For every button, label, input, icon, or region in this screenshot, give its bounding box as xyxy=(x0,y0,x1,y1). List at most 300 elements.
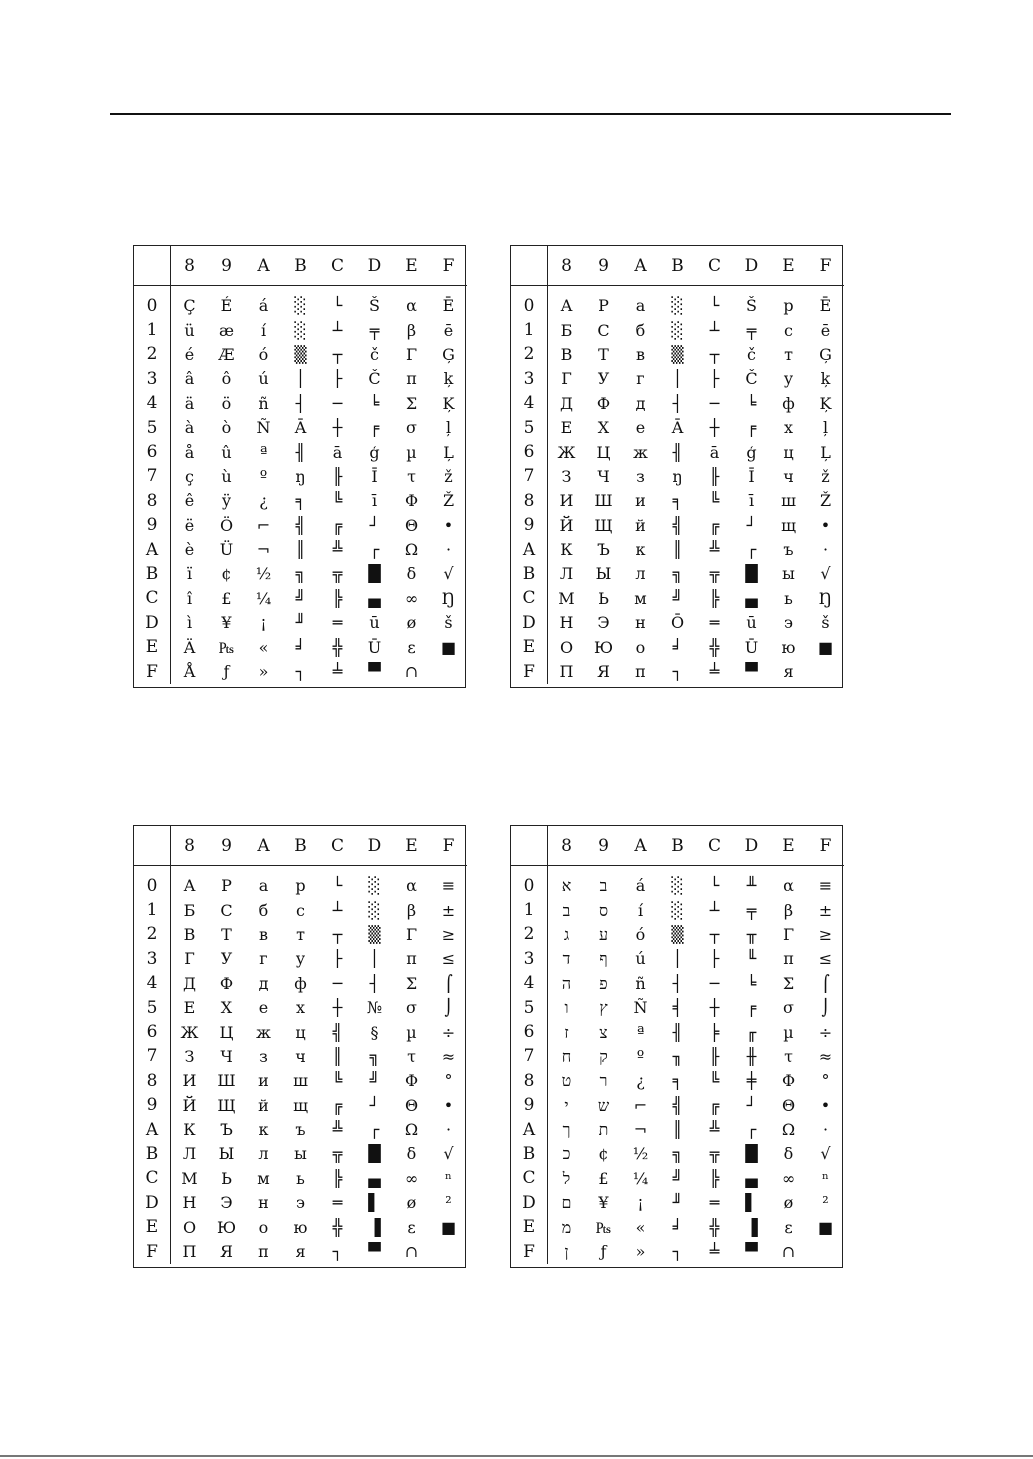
glyph-cell: ī xyxy=(371,491,378,511)
glyph-cell: ╥ xyxy=(746,924,757,944)
glyph-cell: И xyxy=(182,1071,197,1091)
glyph-cell: ─ xyxy=(709,393,720,413)
glyph-cell: δ xyxy=(406,564,417,584)
glyph-cell: ó xyxy=(258,344,269,364)
glyph-cell: ╒ xyxy=(746,418,757,438)
glyph-cell: ╕ xyxy=(672,1071,683,1091)
glyph-cell: ¬ xyxy=(633,1120,648,1140)
column-header: C xyxy=(696,826,733,866)
glyph-cell: ░ xyxy=(671,296,684,316)
glyph-cell: ק xyxy=(599,1046,608,1066)
glyph-cell: а xyxy=(258,876,269,896)
glyph-cell: ║ xyxy=(672,1120,683,1140)
column-header: B xyxy=(659,246,696,286)
column-header: E xyxy=(770,246,807,286)
glyph-cell: ▄ xyxy=(745,588,758,608)
row-header: 1 xyxy=(134,318,171,342)
glyph-cell: г xyxy=(259,949,268,969)
glyph-cell: ╩ xyxy=(332,1120,343,1140)
glyph-cell: ┴ xyxy=(709,900,720,920)
row-header: C xyxy=(134,587,171,611)
glyph-cell: ▀ xyxy=(368,1242,381,1262)
glyph-cell: ē xyxy=(443,320,454,340)
glyph-cell: Ģ xyxy=(819,344,832,364)
glyph-cell: ╟ xyxy=(709,466,720,486)
glyph-cell: ╝ xyxy=(672,588,683,608)
glyph-cell: Ы xyxy=(595,564,612,584)
glyph-cell: ┬ xyxy=(709,924,720,944)
glyph-cell: ∩ xyxy=(404,1242,419,1262)
glyph-cell: ū xyxy=(746,613,757,633)
glyph-cell: é xyxy=(184,344,195,364)
glyph-cell: Ь xyxy=(598,588,609,608)
glyph-cell: Σ xyxy=(405,393,418,413)
glyph-cell: ¼ xyxy=(632,1168,649,1188)
glyph-cell: ₧ xyxy=(218,637,235,657)
glyph-cell: н xyxy=(635,613,646,633)
glyph-cell: ╛ xyxy=(672,1217,683,1237)
glyph-cell: å xyxy=(184,442,195,462)
row-header: 3 xyxy=(134,367,171,391)
glyph-cell: ╒ xyxy=(369,418,380,438)
row-header: 8 xyxy=(134,1069,171,1093)
row-header: A xyxy=(511,538,548,562)
glyph-cell: ╠ xyxy=(332,1168,343,1188)
glyph-cell: ▄ xyxy=(745,1168,758,1188)
glyph-cell: ⌡ xyxy=(444,998,453,1018)
glyph-cell: ╚ xyxy=(332,1071,343,1091)
spacer xyxy=(282,286,319,294)
glyph-cell: Я xyxy=(597,662,610,682)
column-header: A xyxy=(245,246,282,286)
spacer xyxy=(430,866,467,874)
row-header: F xyxy=(511,1240,548,1264)
glyph-cell: ∩ xyxy=(404,662,419,682)
glyph-cell: ├ xyxy=(332,949,343,969)
glyph-cell: Ñ xyxy=(256,418,271,438)
glyph-cell: ļ xyxy=(822,418,829,438)
glyph-cell: Ж xyxy=(557,442,576,462)
row-header: F xyxy=(134,660,171,684)
glyph-cell: ь xyxy=(784,588,793,608)
row-header: 2 xyxy=(511,343,548,367)
column-header: F xyxy=(430,826,467,866)
spacer xyxy=(622,866,659,874)
glyph-cell: ג xyxy=(563,924,570,944)
glyph-cell: » xyxy=(635,1242,646,1262)
glyph-cell: Ö xyxy=(219,515,234,535)
glyph-cell: ж xyxy=(633,442,648,462)
glyph-cell: ÷ xyxy=(441,1022,456,1042)
glyph-cell: ╔ xyxy=(709,1095,720,1115)
glyph-cell: á xyxy=(635,876,646,896)
glyph-cell: ∩ xyxy=(781,1242,796,1262)
glyph-cell: ■ xyxy=(440,1217,457,1237)
glyph-cell: р xyxy=(295,876,306,896)
glyph-cell: П xyxy=(559,662,574,682)
glyph-cell: Л xyxy=(182,1144,197,1164)
glyph-cell: ъ xyxy=(295,1120,306,1140)
glyph-cell: ╣ xyxy=(295,515,306,535)
glyph-cell: ╚ xyxy=(709,491,720,511)
glyph-cell xyxy=(807,660,844,684)
spacer xyxy=(585,286,622,294)
glyph-cell: Ū xyxy=(367,637,382,657)
glyph-cell: ╢ xyxy=(672,442,683,462)
glyph-cell: β xyxy=(406,900,417,920)
glyph-cell: Ш xyxy=(594,491,613,511)
glyph-cell: ö xyxy=(221,393,232,413)
glyph-cell: Ç xyxy=(183,296,196,316)
glyph-cell: ╤ xyxy=(369,320,380,340)
spacer xyxy=(585,866,622,874)
glyph-cell: Р xyxy=(221,876,232,896)
column-header: D xyxy=(356,246,393,286)
row-header: 5 xyxy=(511,416,548,440)
glyph-cell: ─ xyxy=(332,393,343,413)
glyph-cell: · xyxy=(822,1120,829,1140)
glyph-cell: ⌐ xyxy=(633,1095,648,1115)
glyph-cell: Γ xyxy=(405,344,418,364)
glyph-cell: µ xyxy=(783,1022,794,1042)
glyph-cell: л xyxy=(258,1144,269,1164)
column-header: D xyxy=(733,826,770,866)
glyph-cell: № xyxy=(366,998,383,1018)
glyph-cell: п xyxy=(258,1242,269,1262)
glyph-cell: ╪ xyxy=(746,1071,757,1091)
row-header: 9 xyxy=(134,514,171,538)
glyph-cell: ב xyxy=(599,876,608,896)
glyph-cell: æ xyxy=(218,320,235,340)
glyph-cell: З xyxy=(561,466,572,486)
glyph-cell: • xyxy=(820,515,831,535)
glyph-cell: █ xyxy=(745,1144,758,1164)
row-header: 4 xyxy=(134,392,171,416)
glyph-cell: ф xyxy=(294,973,307,993)
spacer xyxy=(511,866,548,874)
glyph-cell: ø xyxy=(406,1193,417,1213)
glyph-cell: ┌ xyxy=(746,1120,757,1140)
row-header: 1 xyxy=(134,898,171,922)
glyph-cell: ╗ xyxy=(369,1046,380,1066)
glyph-cell: ╔ xyxy=(709,515,720,535)
spacer xyxy=(548,866,585,874)
glyph-cell: כ xyxy=(562,1144,571,1164)
glyph-cell: ╣ xyxy=(672,515,683,535)
glyph-cell: ⌠ xyxy=(444,973,453,993)
glyph-cell: Ä xyxy=(183,637,196,657)
glyph-cell: ú xyxy=(635,949,646,969)
glyph-cell: Ļ xyxy=(443,442,454,462)
glyph-cell: в xyxy=(258,924,268,944)
glyph-cell: ² xyxy=(445,1193,452,1213)
spacer xyxy=(356,866,393,874)
glyph-cell: ▀ xyxy=(745,1242,758,1262)
glyph-cell: ª xyxy=(259,442,268,462)
glyph-cell: ╝ xyxy=(672,1168,683,1188)
glyph-cell: ┤ xyxy=(369,973,380,993)
glyph-cell: о xyxy=(635,637,646,657)
row-header: C xyxy=(511,1167,548,1191)
row-header: E xyxy=(134,635,171,659)
glyph-cell: ל xyxy=(562,1168,571,1188)
glyph-cell: Ā xyxy=(294,418,307,438)
glyph-cell: τ xyxy=(407,1046,416,1066)
glyph-cell: к xyxy=(635,540,646,560)
row-header: A xyxy=(134,538,171,562)
glyph-cell: я xyxy=(783,662,794,682)
glyph-cell: √ xyxy=(820,1144,831,1164)
glyph-cell: ╧ xyxy=(332,662,343,682)
glyph-cell: ╬ xyxy=(709,637,720,657)
glyph-cell: ¡ xyxy=(260,613,267,633)
glyph-cell: х xyxy=(783,418,794,438)
glyph-cell: у xyxy=(783,369,794,389)
glyph-cell: Φ xyxy=(404,491,419,511)
glyph-cell: č xyxy=(747,344,756,364)
column-header: D xyxy=(356,826,393,866)
glyph-cell: √ xyxy=(443,564,454,584)
glyph-cell: ≈ xyxy=(818,1046,833,1066)
spacer xyxy=(208,286,245,294)
row-header: 5 xyxy=(511,996,548,1020)
glyph-cell: Ф xyxy=(219,973,234,993)
glyph-cell: µ xyxy=(406,442,417,462)
glyph-cell: б xyxy=(258,900,269,920)
glyph-cell: ╧ xyxy=(709,1242,720,1262)
glyph-cell: Æ xyxy=(218,344,235,364)
top-rule xyxy=(110,113,951,115)
glyph-cell: ī xyxy=(748,491,755,511)
glyph-cell: ø xyxy=(406,613,417,633)
glyph-cell: ╡ xyxy=(672,998,683,1018)
glyph-cell: ƒ xyxy=(600,1242,607,1262)
glyph-cell: º xyxy=(259,466,268,486)
glyph-cell: В xyxy=(183,924,196,944)
row-header: A xyxy=(134,1118,171,1142)
glyph-cell: Д xyxy=(559,393,573,413)
glyph-cell: ⁿ xyxy=(445,1168,452,1188)
row-header: D xyxy=(134,611,171,635)
glyph-cell: ╚ xyxy=(332,491,343,511)
glyph-cell: τ xyxy=(407,466,416,486)
glyph-cell: д xyxy=(258,973,269,993)
glyph-cell: ░ xyxy=(671,320,684,340)
row-header: 6 xyxy=(511,1020,548,1044)
glyph-cell: ╦ xyxy=(332,564,343,584)
column-header: 8 xyxy=(548,826,585,866)
corner-cell xyxy=(134,246,171,286)
glyph-cell: ╔ xyxy=(332,515,343,535)
glyph-cell: и xyxy=(635,491,646,511)
glyph-cell: л xyxy=(635,564,646,584)
glyph-cell: ╠ xyxy=(709,588,720,608)
glyph-cell: ¬ xyxy=(256,540,271,560)
glyph-cell: σ xyxy=(783,998,794,1018)
glyph-cell: ב xyxy=(562,900,571,920)
row-header: D xyxy=(511,611,548,635)
glyph-cell: я xyxy=(295,1242,306,1262)
glyph-cell: ы xyxy=(782,564,795,584)
glyph-cell: ò xyxy=(221,418,232,438)
glyph-cell: Л xyxy=(559,564,574,584)
glyph-cell: ├ xyxy=(709,949,720,969)
glyph-cell: ц xyxy=(295,1022,306,1042)
glyph-cell: ŋ xyxy=(672,466,683,486)
glyph-cell: Г xyxy=(184,949,195,969)
glyph-cell: ▒ xyxy=(671,344,684,364)
row-header: 3 xyxy=(511,947,548,971)
glyph-cell: ╘ xyxy=(369,393,380,413)
glyph-cell: М xyxy=(181,1168,198,1188)
glyph-cell: ┬ xyxy=(709,344,720,364)
glyph-cell: ° xyxy=(444,1071,453,1091)
glyph-cell: ┬ xyxy=(332,344,343,364)
glyph-cell: ñ xyxy=(258,393,269,413)
glyph-cell: · xyxy=(822,540,829,560)
glyph-cell: τ xyxy=(784,1046,793,1066)
glyph-cell: ç xyxy=(185,466,194,486)
glyph-cell: ž xyxy=(444,466,453,486)
row-header: B xyxy=(511,562,548,586)
column-header: F xyxy=(807,826,844,866)
column-header: 8 xyxy=(171,826,208,866)
glyph-cell: ⌐ xyxy=(256,515,271,535)
glyph-cell: ū xyxy=(369,613,380,633)
glyph-cell: π xyxy=(783,949,794,969)
glyph-cell: │ xyxy=(295,369,306,389)
glyph-cell: ╞ xyxy=(709,1022,720,1042)
glyph-cell: ═ xyxy=(709,1193,720,1213)
column-header: E xyxy=(393,826,430,866)
row-header: 8 xyxy=(511,1069,548,1093)
row-header: E xyxy=(511,635,548,659)
row-header: 7 xyxy=(134,1045,171,1069)
glyph-cell: Ē xyxy=(442,296,455,316)
glyph-cell: т xyxy=(296,924,305,944)
glyph-cell: פ xyxy=(599,973,608,993)
glyph-cell: ā xyxy=(709,442,720,462)
code-grid xyxy=(134,246,465,684)
glyph-cell: ╤ xyxy=(746,900,757,920)
glyph-cell: ד xyxy=(562,949,571,969)
glyph-cell: ± xyxy=(441,900,456,920)
glyph-cell: ו xyxy=(564,998,569,1018)
glyph-cell: ╜ xyxy=(672,1193,683,1213)
row-header: 5 xyxy=(134,996,171,1020)
glyph-cell: Ц xyxy=(219,1022,234,1042)
glyph-cell: π xyxy=(406,369,417,389)
glyph-cell: Ñ xyxy=(633,998,648,1018)
glyph-cell: ñ xyxy=(635,973,646,993)
spacer xyxy=(696,866,733,874)
spacer xyxy=(393,866,430,874)
glyph-cell: ╗ xyxy=(672,1144,683,1164)
row-header: C xyxy=(134,1167,171,1191)
glyph-cell: ■ xyxy=(817,1217,834,1237)
glyph-cell: ε xyxy=(407,637,416,657)
row-header: D xyxy=(134,1191,171,1215)
glyph-cell: ì xyxy=(186,613,193,633)
glyph-cell: ─ xyxy=(709,973,720,993)
glyph-cell: β xyxy=(406,320,417,340)
column-header: 9 xyxy=(585,826,622,866)
glyph-cell: з xyxy=(259,1046,268,1066)
column-header: 8 xyxy=(548,246,585,286)
glyph-cell: Ч xyxy=(597,466,610,486)
glyph-cell: ╢ xyxy=(672,1022,683,1042)
glyph-cell: ù xyxy=(221,466,232,486)
column-header: E xyxy=(770,826,807,866)
spacer xyxy=(393,286,430,294)
glyph-cell: Й xyxy=(182,1095,197,1115)
glyph-cell: ┐ xyxy=(672,1242,683,1262)
glyph-cell: Γ xyxy=(405,924,418,944)
glyph-cell: σ xyxy=(406,998,417,1018)
glyph-cell: ≈ xyxy=(441,1046,456,1066)
glyph-cell: О xyxy=(182,1217,197,1237)
glyph-cell: ° xyxy=(821,1071,830,1091)
glyph-cell: Т xyxy=(221,924,232,944)
spacer xyxy=(733,866,770,874)
glyph-cell: ┘ xyxy=(746,1095,757,1115)
glyph-cell: £ xyxy=(598,1168,609,1188)
row-header: B xyxy=(134,562,171,586)
glyph-cell: Ж xyxy=(180,1022,199,1042)
glyph-cell: ╬ xyxy=(332,637,343,657)
glyph-cell: ï xyxy=(186,564,193,584)
glyph-cell: ∞ xyxy=(781,1168,796,1188)
glyph-cell: У xyxy=(597,369,610,389)
glyph-cell: Щ xyxy=(594,515,613,535)
glyph-cell: ¥ xyxy=(598,1193,609,1213)
glyph-cell: ┘ xyxy=(369,515,380,535)
glyph-cell: ─ xyxy=(332,973,343,993)
glyph-cell: ת xyxy=(598,1120,609,1140)
glyph-cell: ╧ xyxy=(709,662,720,682)
column-header: F xyxy=(430,246,467,286)
glyph-cell: ║ xyxy=(672,540,683,560)
glyph-cell: Ī xyxy=(748,466,755,486)
glyph-cell: Σ xyxy=(405,973,418,993)
code-grid xyxy=(511,246,842,684)
glyph-cell: ז xyxy=(564,1022,569,1042)
spacer xyxy=(245,286,282,294)
row-header: B xyxy=(134,1142,171,1166)
glyph-cell: ╟ xyxy=(332,466,343,486)
row-header: 7 xyxy=(511,1045,548,1069)
glyph-cell: ╛ xyxy=(672,637,683,657)
code-grid xyxy=(134,826,465,1264)
glyph-cell: а xyxy=(635,296,646,316)
glyph-cell: ┴ xyxy=(332,320,343,340)
glyph-cell: Θ xyxy=(781,1095,796,1115)
glyph-cell: Å xyxy=(183,662,196,682)
glyph-cell: е xyxy=(635,418,646,438)
glyph-cell: Э xyxy=(597,613,610,633)
row-header: B xyxy=(511,1142,548,1166)
glyph-cell: Ō xyxy=(670,613,685,633)
glyph-cell: ▒ xyxy=(368,924,381,944)
glyph-cell: √ xyxy=(820,564,831,584)
column-header: C xyxy=(319,826,356,866)
glyph-cell: В xyxy=(560,344,573,364)
glyph-cell: ¼ xyxy=(255,588,272,608)
glyph-cell: У xyxy=(220,949,233,969)
glyph-cell: щ xyxy=(293,1095,308,1115)
glyph-cell: ═ xyxy=(332,1193,343,1213)
corner-cell xyxy=(134,826,171,866)
